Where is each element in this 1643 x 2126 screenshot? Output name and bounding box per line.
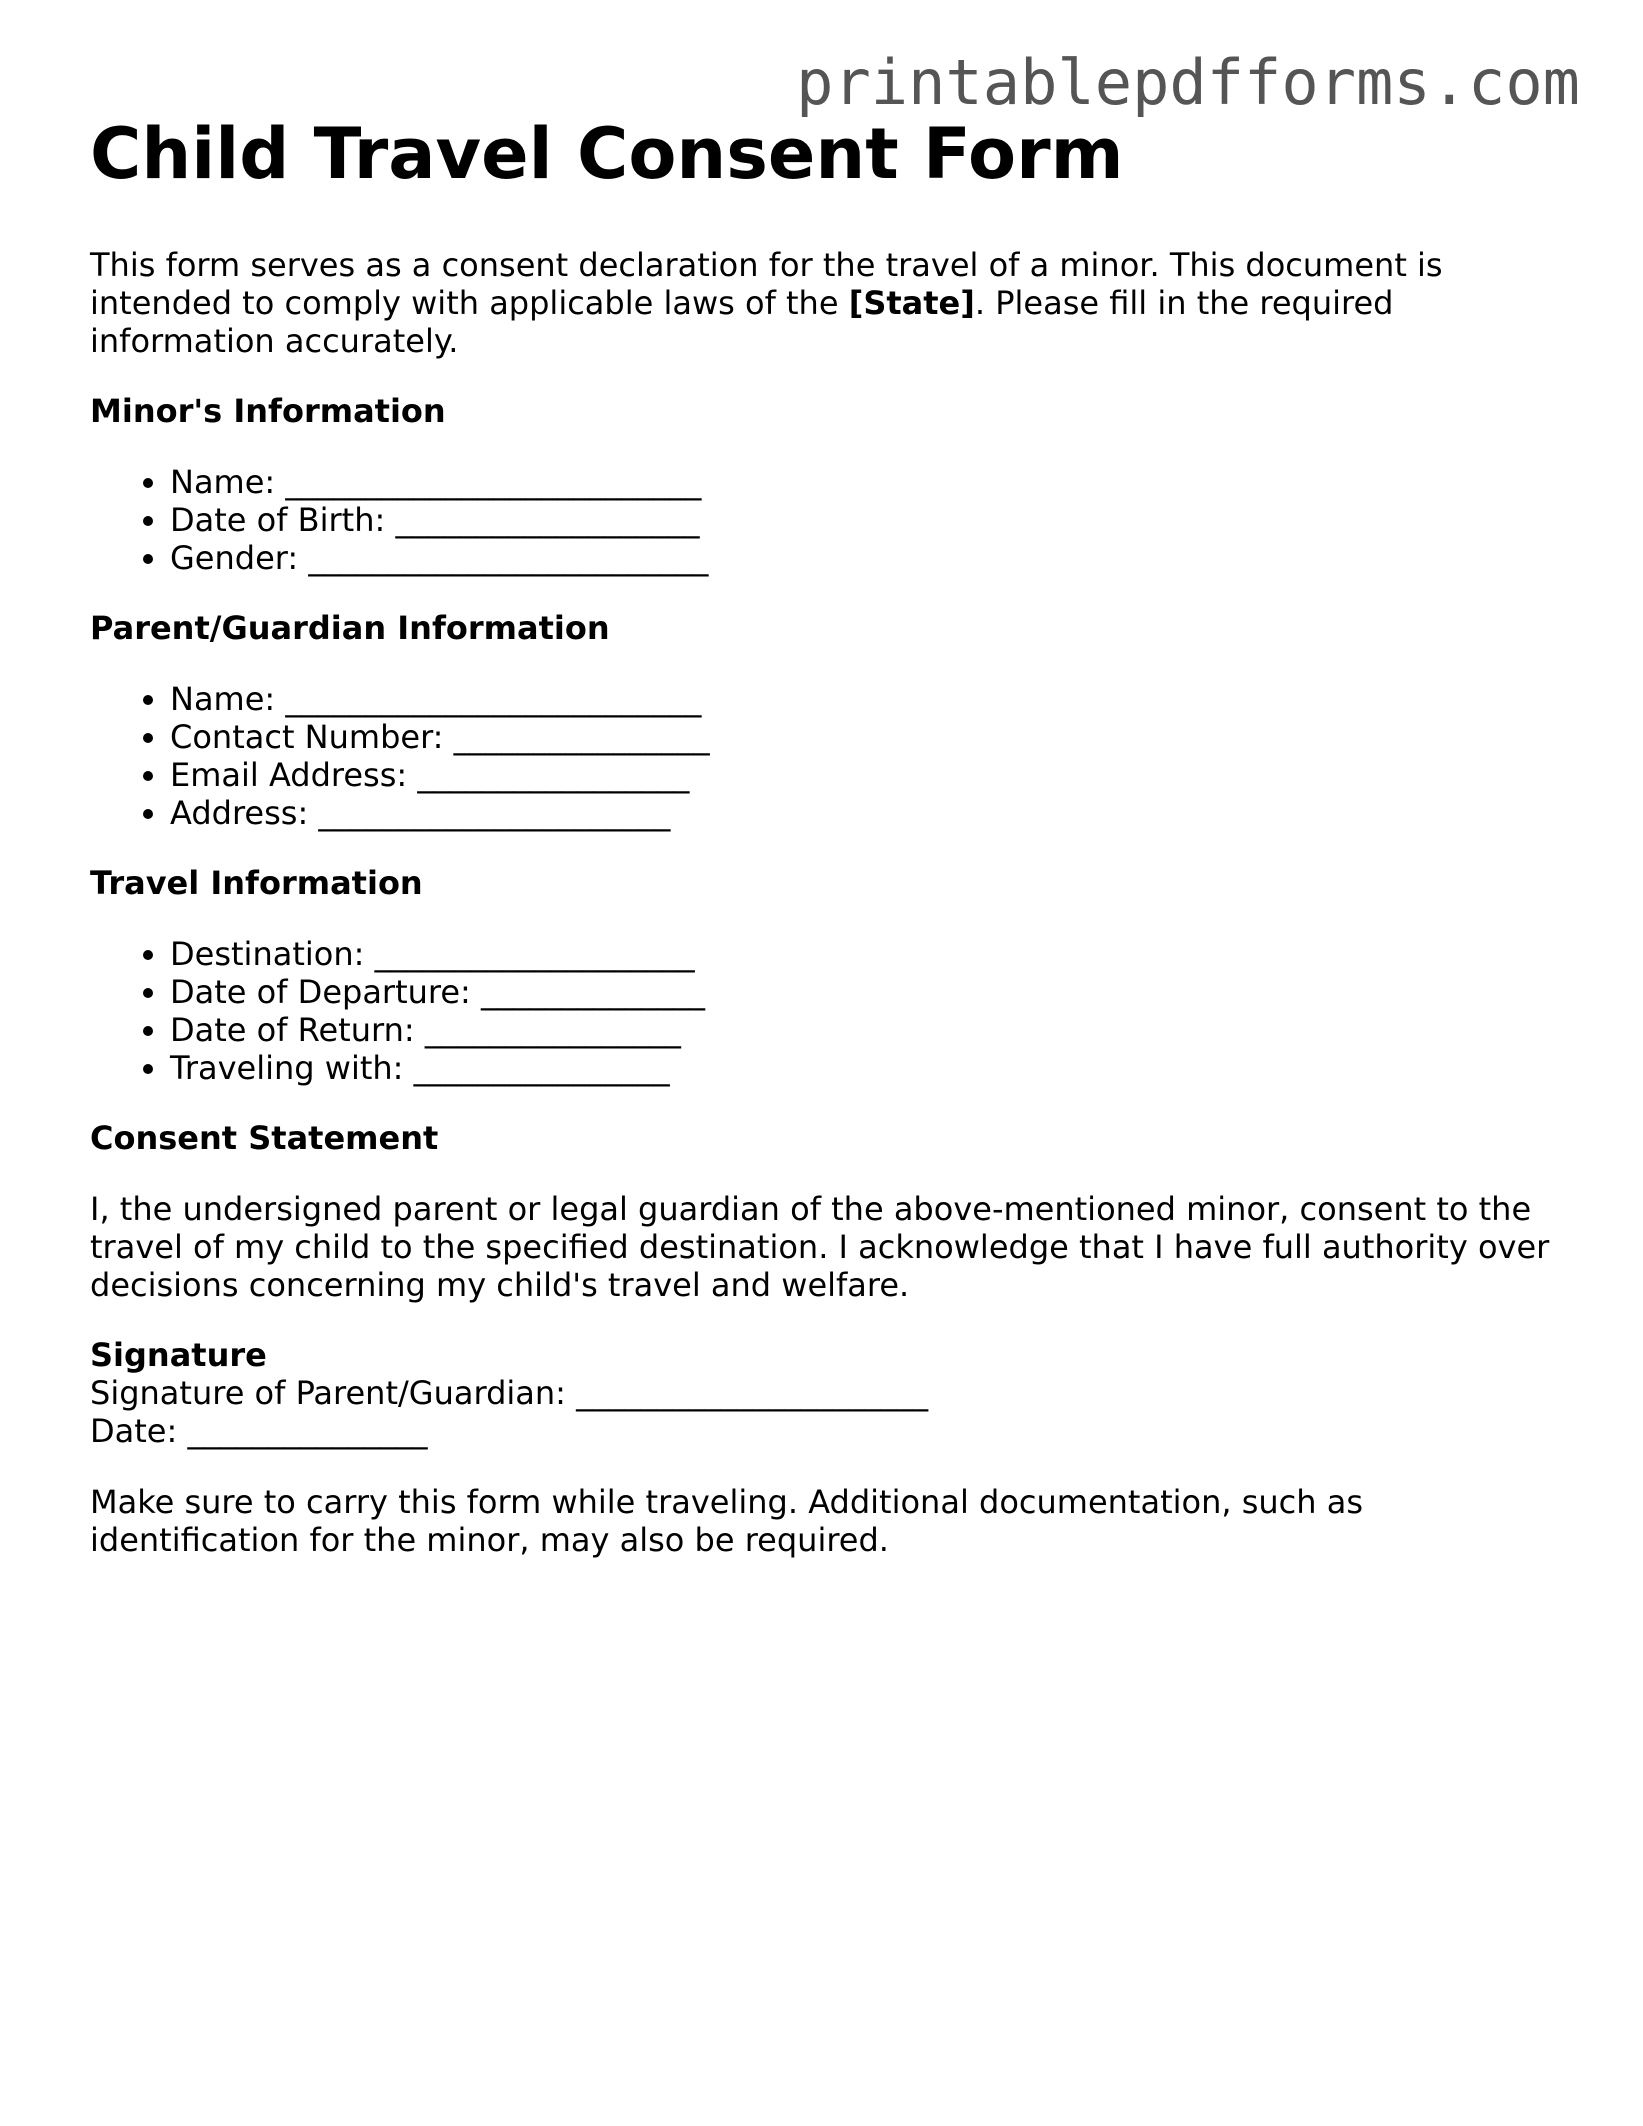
return-date-field[interactable]: • Date of Return: ________________ <box>170 1011 1570 1049</box>
minor-gender-field[interactable]: • Gender: _________________________ <box>170 539 1570 577</box>
intro-text-start: This form serves as a consent declaration for the travel of a minor. This document is intended to comply with applicable laws of the <box>90 246 1443 322</box>
closing-note: Make sure to carry this form while traveling. Additional documentation, such as identification for the minor, may also be required. <box>90 1483 1363 1559</box>
page-title: Child Travel Consent Form <box>90 113 1124 195</box>
form-page <box>90 108 1570 1559</box>
guardian-contact-field[interactable]: • Contact Number: ________________ <box>170 718 1570 756</box>
guardian-name-field[interactable]: • Name: __________________________ <box>170 680 1570 718</box>
guardian-address-field[interactable]: • Address: ______________________ <box>170 794 1570 832</box>
guardian-info-heading: Parent/Guardian Information <box>90 609 610 647</box>
state-placeholder: [State] <box>848 284 975 322</box>
signature-field[interactable]: Signature of Parent/Guardian: ______________________ <box>90 1374 929 1412</box>
date-field[interactable]: Date: _______________ <box>90 1412 428 1450</box>
travel-info-heading: Travel Information <box>90 864 423 902</box>
departure-date-field[interactable]: • Date of Departure: ______________ <box>170 973 1570 1011</box>
signature-heading: Signature <box>90 1336 267 1374</box>
consent-heading: Consent Statement <box>90 1119 439 1157</box>
guardian-email-field[interactable]: • Email Address: _________________ <box>170 756 1570 794</box>
intro-text-end: . Please fill in the required information accurately. <box>90 284 1394 360</box>
minor-name-field[interactable]: • Name: __________________________ <box>170 463 1570 501</box>
travel-info-list <box>90 935 1570 1087</box>
minor-dob-field[interactable]: • Date of Birth: ___________________ <box>170 501 1570 539</box>
consent-statement: I, the undersigned parent or legal guardian of the above-mentioned minor, consent to the travel of my child to the specified destination. I acknowledge that I have full authority over decisions concerning my child's travel and welfare. <box>90 1190 1550 1304</box>
guardian-info-list <box>90 680 1570 832</box>
minor-info-heading: Minor's Information <box>90 392 446 430</box>
watermark: printablepdfforms.com <box>796 46 1580 119</box>
traveling-with-field[interactable]: • Traveling with: ________________ <box>170 1049 1570 1087</box>
minor-info-list <box>90 463 1570 577</box>
destination-field[interactable]: • Destination: ____________________ <box>170 935 1570 973</box>
intro-paragraph <box>90 246 1570 360</box>
